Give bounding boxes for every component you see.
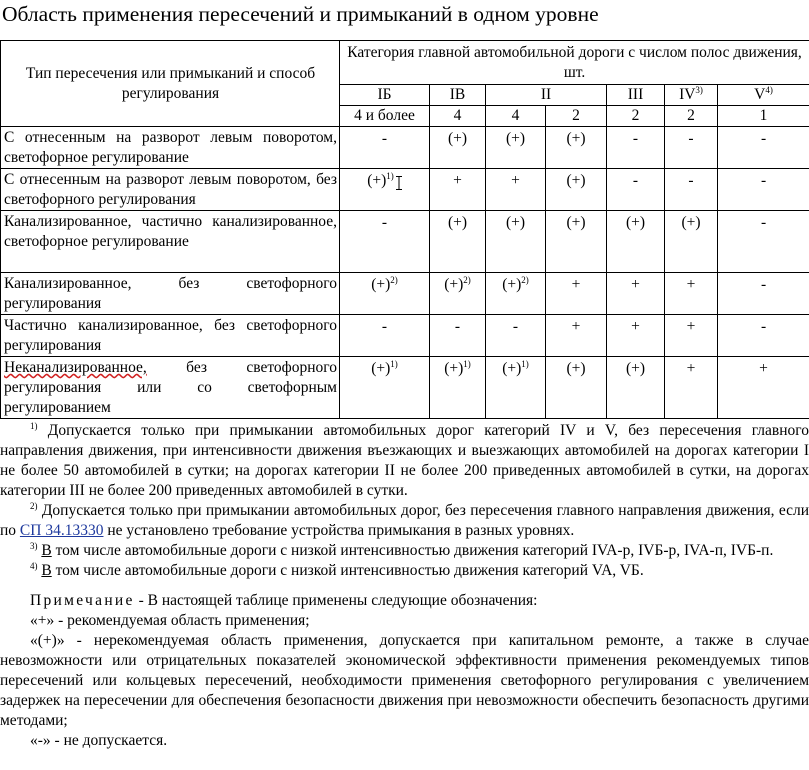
table-cell: - xyxy=(340,127,430,169)
table-row xyxy=(1,211,809,273)
table-cell: - xyxy=(607,169,665,211)
footnote-2: $^{2)}$ Допускается только при примыкании автомобильных дорог, без пересечения главного направления движения, если по СП 34.13330 не установлено требование устройства примыкания в разных уровнях. xyxy=(0,500,809,539)
table-cell: (+) xyxy=(546,211,607,273)
row-label: Канализированное, без светофорного регулирования xyxy=(1,273,340,315)
row-header-cell xyxy=(1,41,340,127)
table-cell: $(+)^{2)}$ xyxy=(486,273,546,315)
lanes-cell: 2 xyxy=(607,106,665,127)
footnote-mark: 1) xyxy=(463,358,471,369)
row-label-first-word: Неканализированное, xyxy=(4,359,147,376)
table-cell: (+) xyxy=(607,357,665,419)
table-row xyxy=(1,315,809,357)
footnote-mark: 2) xyxy=(390,274,398,285)
category-footnote-mark: 4) xyxy=(765,84,773,95)
table-cell: - xyxy=(665,169,718,211)
category-cell: IБ xyxy=(340,85,430,106)
table-cell: + xyxy=(665,273,718,315)
table-cell: - xyxy=(486,315,546,357)
table-cell: - xyxy=(718,127,809,169)
table-cell: - xyxy=(340,211,430,273)
footnote-3: $^{3)}$ В том числе автомобильные дороги с низкой интенсивностью движения категорий IVA-р, IVБ-р, IVA-п, IVБ-п. xyxy=(30,540,774,559)
note-label: Примечание xyxy=(30,592,135,609)
table-cell: + xyxy=(486,169,546,211)
lanes-cell: 4 xyxy=(486,106,546,127)
sp-34-13330-link[interactable]: СП 34.13330 xyxy=(19,522,104,539)
row-label: С отнесенным на разворот левым поворотом, без светофорного регулирования xyxy=(1,169,340,211)
table-cell: - xyxy=(718,169,809,211)
footnote-mark: 2) xyxy=(521,274,529,285)
category-header-cell xyxy=(340,41,809,85)
footnote-4: $^{4)}$ В том числе автомобильные дороги с низкой интенсивностью движения категорий VA, VБ. xyxy=(30,560,644,579)
note-paren-plus: «(+)» - нерекомендуемая область применения, допускается при капитальном ремонте, а также в случае невозможности или отрицательных показателей экономической эффективности применения рекомендуемых типов пересечений или кольцевых пересечений, необходимости применения светофорного регулирования с увеличением задержек на пересечении для обеспечения безопасности движения при невозможности обеспечить безопасность другими методами; xyxy=(0,632,809,729)
note-plus: «+» - рекомендуемая область применения; xyxy=(30,612,310,629)
category-cell: $V^{4)}$ xyxy=(718,85,809,106)
table-row xyxy=(1,127,809,169)
lanes-cell: 2 xyxy=(546,106,607,127)
row-label: Частично канализированное, без светофорного регулирования xyxy=(1,315,340,357)
table-cell: - xyxy=(718,211,809,273)
table-cell: (+) xyxy=(430,211,486,273)
table-cell: $(+)^{1)}$ xyxy=(340,169,430,211)
table-cell: (+) xyxy=(546,127,607,169)
row-header-text: Тип пересечения или примыканий и способ регулирования xyxy=(25,65,316,102)
lanes-cell: 4 xyxy=(430,106,486,127)
table-cell: (+) xyxy=(607,211,665,273)
page-title: Область применения пересечений и примыканий в одном уровне xyxy=(2,2,599,26)
table-cell: (+) xyxy=(665,211,718,273)
footnote-mark: 1) xyxy=(521,358,529,369)
category-footnote-mark: 3) xyxy=(695,84,703,95)
header-row-categories xyxy=(1,41,809,85)
table-cell: (+) xyxy=(546,357,607,419)
table-row xyxy=(1,169,809,211)
lanes-cell: 4 и более xyxy=(340,106,430,127)
row-label-rest: без светофорного регулирования или со светофорным регулированием xyxy=(4,359,337,416)
note-intro: Примечание - В настоящей таблице применены следующие обозначения: xyxy=(30,592,538,609)
table-cell: + xyxy=(430,169,486,211)
category-cell: II xyxy=(486,85,607,106)
application-table xyxy=(0,40,809,419)
row-label: Канализированное, частично канализированное, светофорное регулирование xyxy=(1,211,340,273)
table-row xyxy=(1,273,809,315)
table-cell: + xyxy=(607,315,665,357)
row-label xyxy=(1,357,340,419)
table-cell: $(+)^{2)}$ xyxy=(430,273,486,315)
category-cell: IB xyxy=(430,85,486,106)
category-header-text: Категория главной автомобильной дороги с числом полос движения, шт. xyxy=(347,43,802,81)
table-row xyxy=(1,357,809,419)
note-minus: «-» - не допускается. xyxy=(30,732,168,749)
table-cell: + xyxy=(665,315,718,357)
table-cell: $(+)^{1)}$ xyxy=(430,357,486,419)
footnote-mark: 2) xyxy=(463,274,471,285)
table-cell: - xyxy=(607,127,665,169)
table-cell: - xyxy=(340,315,430,357)
table-cell: + xyxy=(665,357,718,419)
table-cell: + xyxy=(546,273,607,315)
table-cell: + xyxy=(607,273,665,315)
table-cell: (+) xyxy=(486,211,546,273)
footnote-mark: 1) xyxy=(390,358,398,369)
lanes-cell: 2 xyxy=(665,106,718,127)
category-cell: III xyxy=(607,85,665,106)
footnote-mark: 1) xyxy=(386,170,394,181)
table-cell: - xyxy=(718,273,809,315)
table-cell: $(+)^{1)}$ xyxy=(486,357,546,419)
category-cell: IV$^{3)}$ xyxy=(665,85,718,106)
row-label: С отнесенным на разворот левым поворотом, светофорное регулирование xyxy=(1,127,340,169)
table-cell: (+) xyxy=(546,169,607,211)
table-cell: - xyxy=(718,315,809,357)
table-cell: $(+)^{1)}$ xyxy=(340,357,430,419)
table-cell: + xyxy=(718,357,809,419)
table-cell: - xyxy=(430,315,486,357)
table-cell: - xyxy=(665,127,718,169)
table-cell: (+) xyxy=(486,127,546,169)
lanes-cell: 1 xyxy=(718,106,809,127)
text-cursor-icon xyxy=(396,176,402,190)
table-cell: (+) xyxy=(430,127,486,169)
table-cell: + xyxy=(546,315,607,357)
footnote-1: $^{1)}$ Допускается только при примыкании автомобильных дорог категорий IV и V, без пересечения главного направления движения, при интенсивности движения въезжающих и выезжающих автомобилей на дорогах категории I не более 50 автомобилей в сутки; на дорогах категории II не более 200 приведенных автомобилей в сутки, на дорогах категории III не более 200 приведенных автомобилей в сутки. xyxy=(0,420,809,499)
table-cell: $(+)^{2)}$ xyxy=(340,273,430,315)
footnotes-section xyxy=(0,421,809,751)
